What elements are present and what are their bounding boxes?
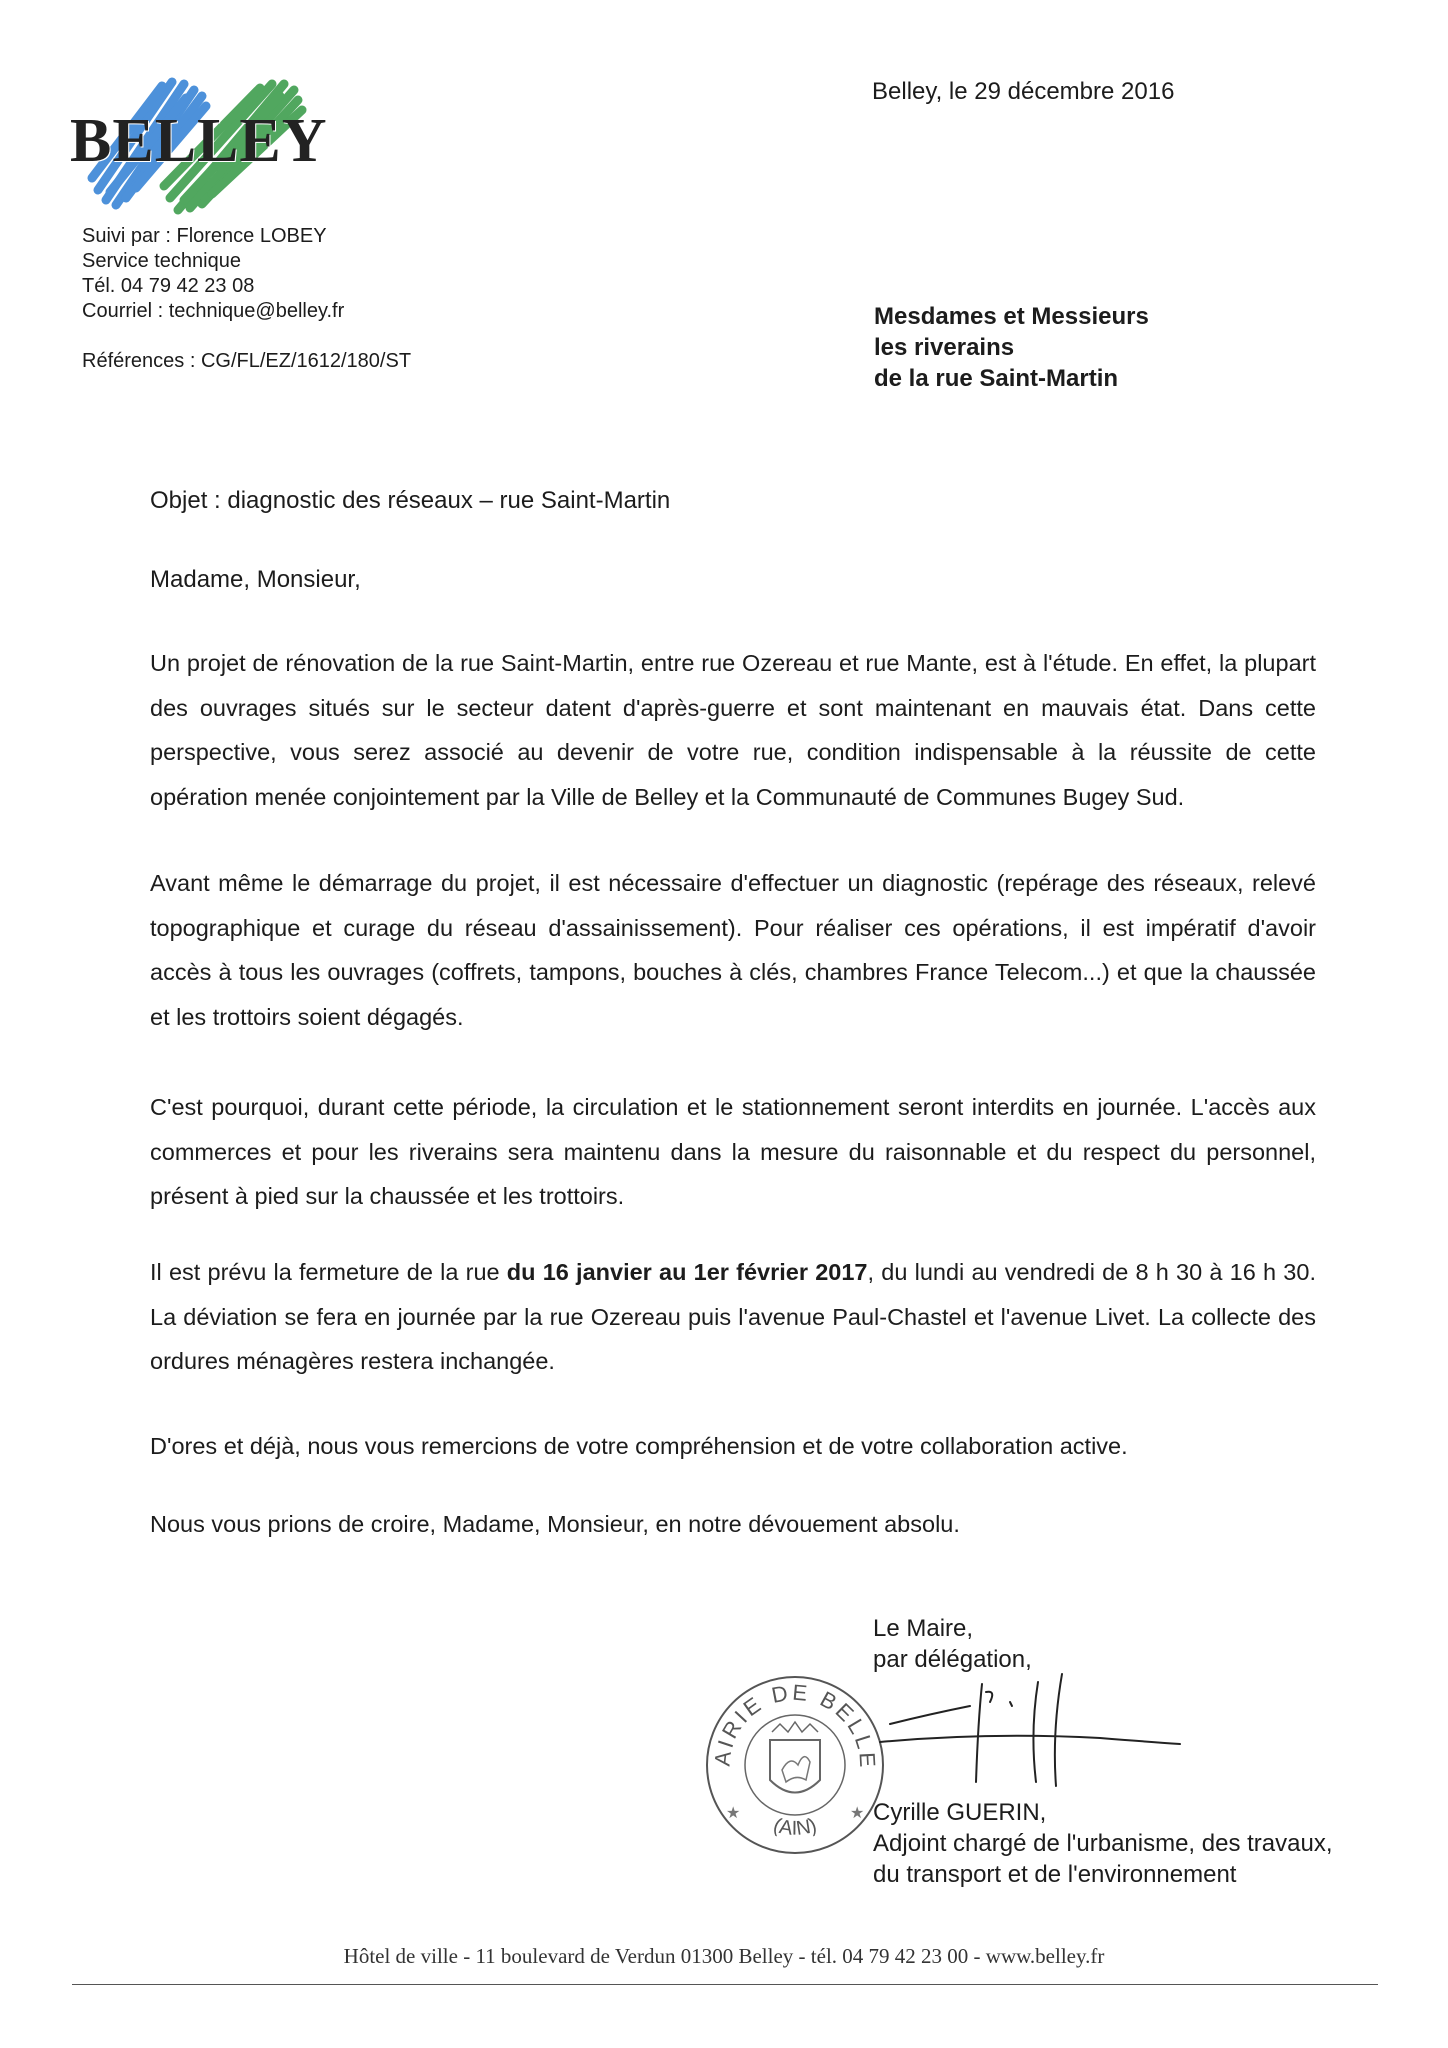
official-stamp	[700, 1670, 890, 1860]
footer-divider	[72, 1984, 1378, 1985]
sender-phone: Tél. 04 79 42 23 08	[82, 275, 255, 297]
logo-wordmark: BELLEY	[70, 107, 328, 175]
letter-subject: Objet : diagnostic des réseaux – rue Saint-Martin	[150, 487, 671, 514]
svg-text:(AIN): (AIN)	[770, 1814, 820, 1840]
closure-text-before: Il est prévu la fermeture de la rue	[150, 1259, 507, 1285]
signatory-block	[873, 1797, 1333, 1890]
closure-dates: du 16 janvier au 1er février 2017	[506, 1259, 868, 1285]
letter-date: Belley, le 29 décembre 2016	[872, 78, 1175, 105]
paragraph-closure	[150, 1250, 1316, 1424]
footer-address: Hôtel de ville - 11 boulevard de Verdun 01300 Belley - tél. 04 79 42 23 00 - www.belley.fr	[343, 1944, 1105, 1968]
paragraph-diagnostic: Avant même le démarrage du projet, il est nécessaire d'effectuer un diagnostic (repérage des réseaux, relevé topographique et curage du réseau d'assainissement). Pour réaliser ces opérations, il est impératif d'avoir accès à tous les ouvrages (coffrets, tampons, bouches à clés, chambres France Telecom...) et que la chaussée et les trottoirs soient dégagés.	[150, 870, 1316, 1030]
signatory-name: Cyrille GUERIN,	[873, 1799, 1047, 1826]
service-name: Service technique	[82, 250, 241, 272]
salutation: Madame, Monsieur,	[150, 566, 361, 593]
svg-text:★: ★	[850, 1803, 865, 1822]
paragraph-project: Un projet de rénovation de la rue Saint-Martin, entre rue Ozereau et rue Mante, est à l'étude. En effet, la plupart des ouvrages situés sur le secteur datent d'après-guerre et sont maintenant en mauvais état. Dans cette perspective, vous serez associé au devenir de votre rue, condition indispensable à la réussite de cette opération menée conjointement par la Ville de Belley et la Communauté de Communes Bugey Sud.	[150, 650, 1316, 810]
recipient-line-2: les riverains	[874, 334, 1015, 361]
recipient-block	[874, 301, 1149, 394]
closing-line-1: Le Maire,	[873, 1615, 974, 1642]
closure-text-after: , du lundi au vendredi de 8 h 30 à 16 h 30. La déviation se fera en journée par la rue Ozereau puis l'avenue Paul-Chastel et l'avenue Livet. La collecte des ordures ménagères restera inchangée.	[150, 1259, 1316, 1374]
signatory-title-1: Adjoint chargé de l'urbanisme, des travaux,	[873, 1830, 1333, 1857]
followed-by: Suivi par : Florence LOBEY	[82, 225, 327, 247]
sender-block	[82, 224, 344, 324]
recipient-line-1: Mesdames et Messieurs	[874, 303, 1149, 330]
closing-line-2: par délégation,	[873, 1646, 1032, 1673]
belley-logo	[66, 70, 326, 220]
paragraph-traffic: C'est pourquoi, durant cette période, la circulation et le stationnement seront interdits en journée. L'accès aux commerces et pour les riverains sera maintenu dans la mesure du raisonnable et du respect du personnel, présent à pied sur la chaussée et les trottoirs.	[150, 1094, 1316, 1209]
svg-text:★: ★	[726, 1803, 741, 1822]
stamp-seal	[700, 1670, 890, 1860]
signature-strokes	[870, 1662, 1200, 1792]
signatory-title-2: du transport et de l'environnement	[873, 1861, 1237, 1888]
svg-text:MAIRIE DE BELLEY: AIRIE DE BELLE	[709, 1679, 881, 1771]
handwritten-signature	[870, 1662, 1200, 1792]
paragraph-closing-formula: Nous vous prions de croire, Madame, Monsieur, en notre dévouement absolu.	[150, 1511, 960, 1537]
recipient-line-3: de la rue Saint-Martin	[874, 365, 1119, 392]
paragraph-thanks: D'ores et déjà, nous vous remercions de votre compréhension et de votre collaboration active.	[150, 1433, 1128, 1459]
references: Références : CG/FL/EZ/1612/180/ST	[82, 350, 412, 372]
letter-body	[150, 641, 1316, 1547]
sender-email: Courriel : technique@belley.fr	[82, 300, 345, 322]
